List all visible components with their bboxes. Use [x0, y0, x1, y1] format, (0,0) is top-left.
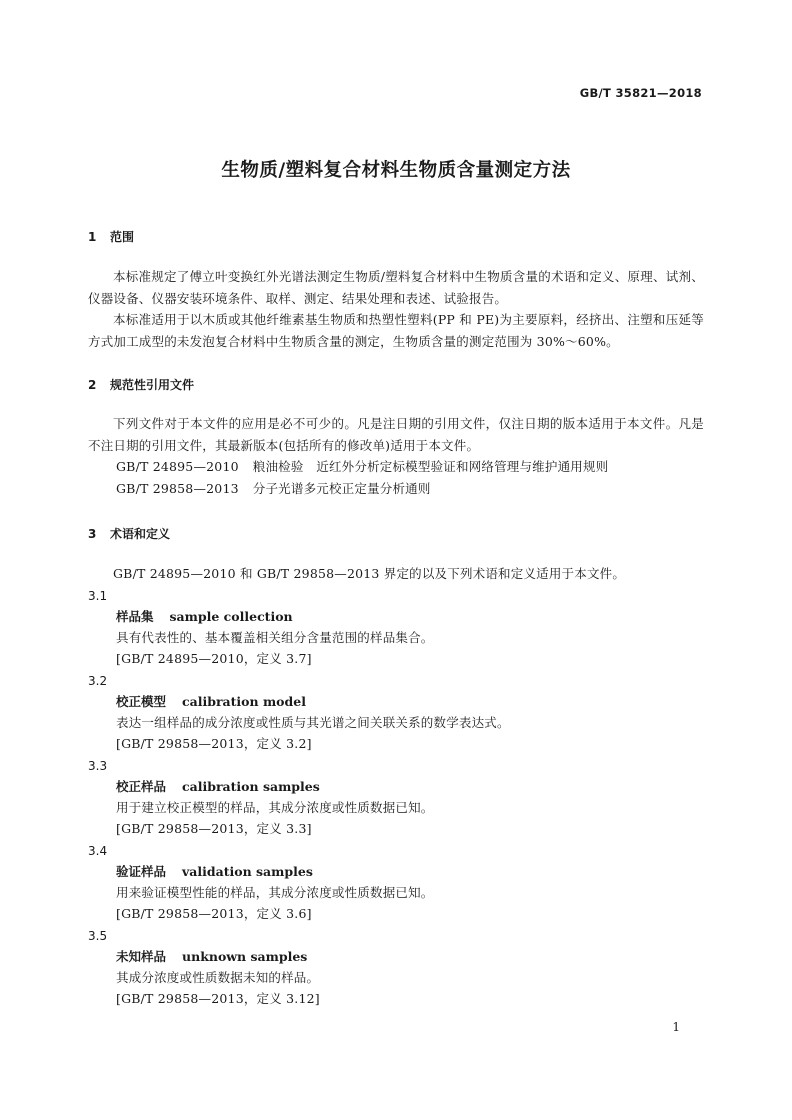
section-title: 范围 [110, 230, 135, 244]
term-definition: 表达一组样品的成分浓度或性质与其光谱之间关联关系的数学表达式。 [116, 714, 510, 730]
term-entry [88, 840, 704, 925]
term-entry [88, 925, 704, 1010]
section-number: 3 [88, 527, 97, 541]
term-definition: 其成分浓度或性质数据未知的样品。 [116, 969, 320, 985]
reference-code: GB/T 29858—2013 [116, 480, 239, 496]
term-name-en: calibration model [182, 693, 306, 709]
term-definition: 用于建立校正模型的样品，其成分浓度或性质数据已知。 [116, 799, 434, 815]
term-source: [GB/T 24895—2010，定义 3.7] [116, 650, 312, 666]
term-entry [88, 755, 704, 840]
document-title: 生物质/塑料复合材料生物质含量测定方法 [221, 160, 571, 181]
term-entry [88, 585, 704, 670]
term-name [88, 777, 704, 797]
section-heading [88, 525, 704, 543]
reference-item [88, 456, 704, 478]
section-normative-references [88, 376, 704, 499]
term-name-en: validation samples [182, 863, 313, 879]
term-definition: 用来验证模型性能的样品，其成分浓度或性质数据已知。 [116, 884, 434, 900]
term-name [88, 692, 704, 712]
reference-title: 分子光谱多元校正定量分析通则 [252, 480, 431, 496]
standard-code: GB/T 35821—2018 [579, 86, 702, 100]
term-name-zh: 样品集 [116, 608, 154, 624]
section-number: 1 [88, 230, 97, 244]
term-name-en: sample collection [169, 608, 293, 624]
term-source: [GB/T 29858—2013，定义 3.2] [116, 735, 312, 751]
reference-item [88, 478, 704, 500]
term-number: 3.5 [88, 928, 108, 943]
section-title: 术语和定义 [110, 527, 171, 541]
term-definition: 具有代表性的、基本覆盖相关组分含量范围的样品集合。 [116, 629, 434, 645]
term-number: 3.1 [88, 588, 108, 603]
term-number: 3.2 [88, 673, 108, 688]
paragraph: 本标准适用于以木质或其他纤维素基生物质和热塑性塑料(PP 和 PE)为主要原料，经挤出、注塑和压延等方式加工成型的未发泡复合材料中生物质含量的测定，生物质含量的测定范围为 30%～60%。 [88, 312, 704, 349]
term-name [88, 947, 704, 967]
term-name-zh: 校正样品 [116, 778, 167, 794]
term-source: [GB/T 29858—2013，定义 3.3] [116, 820, 312, 836]
term-name [88, 607, 704, 627]
section-number: 2 [88, 378, 97, 392]
term-name [88, 862, 704, 882]
term-name-zh: 验证样品 [116, 863, 167, 879]
section-heading [88, 228, 704, 246]
paragraph: GB/T 24895—2010 和 GB/T 29858—2013 界定的以及下列术语和定义适用于本文件。 [113, 566, 626, 581]
paragraph: 本标准规定了傅立叶变换红外光谱法测定生物质/塑料复合材料中生物质含量的术语和定义、原理、试剂、仪器设备、仪器安装环境条件、取样、测定、结果处理和表述、试验报告。 [88, 269, 704, 306]
paragraph: 下列文件对于本文件的应用是必不可少的。凡是注日期的引用文件，仅注日期的版本适用于本文件。凡是不注日期的引用文件，其最新版本(包括所有的修改单)适用于本文件。 [88, 416, 704, 453]
term-source: [GB/T 29858—2013，定义 3.12] [116, 990, 320, 1006]
term-number: 3.3 [88, 758, 108, 773]
term-entry [88, 670, 704, 755]
section-terms-definitions [88, 525, 704, 1010]
term-name-zh: 未知样品 [116, 948, 167, 964]
reference-title: 粮油检验 近红外分析定标模型验证和网络管理与维护通用规则 [252, 459, 609, 474]
section-scope [88, 228, 704, 352]
section-title: 规范性引用文件 [110, 378, 195, 392]
term-name-en: unknown samples [182, 948, 308, 964]
section-heading [88, 376, 704, 394]
page-number: 1 [672, 1020, 680, 1034]
term-name-en: calibration samples [182, 778, 320, 794]
term-source: [GB/T 29858—2013，定义 3.6] [116, 905, 312, 921]
reference-code: GB/T 24895—2010 [116, 459, 239, 474]
term-name-zh: 校正模型 [116, 693, 167, 709]
term-number: 3.4 [88, 843, 108, 858]
